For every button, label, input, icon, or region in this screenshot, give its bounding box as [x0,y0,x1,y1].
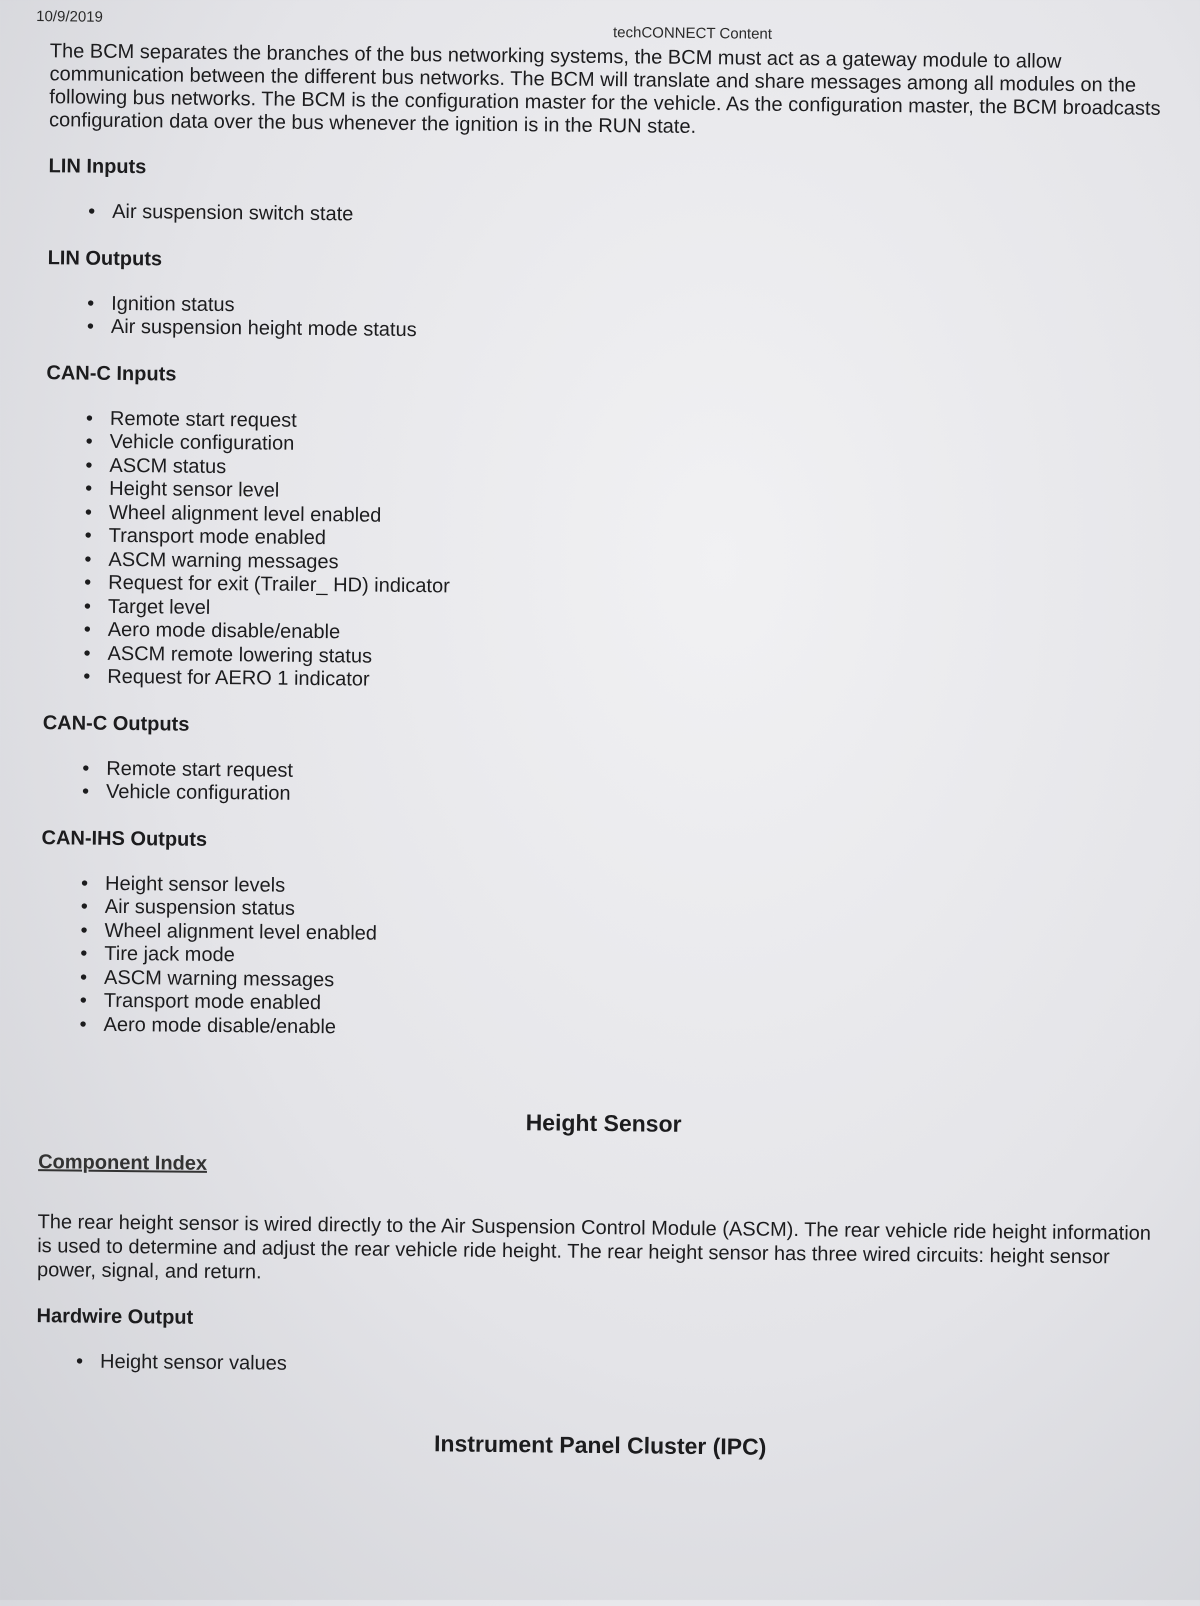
section-heading-can-ihs-outputs: CAN-IHS Outputs [41,826,208,851]
list-item: • Air suspension height mode status [111,316,1177,351]
ipc-section-title: Instrument Panel Cluster (IPC) [433,1429,767,1460]
list-item: • ASCM warning messages [108,548,1174,583]
list-can-c-inputs [43,407,1176,701]
header-date: 10/9/2019 [36,8,103,26]
list-item: • Aero mode disable/enable [108,619,1174,654]
height-sensor-title: Height Sensor [525,1109,682,1137]
list-item: • ASCM remote lowering status [107,642,1173,677]
list-item: • Transport mode enabled [104,990,1170,1025]
section-heading-can-c-outputs: CAN-C Outputs [42,711,190,736]
section-heading-can-c-inputs: CAN-C Inputs [46,361,177,386]
list-can-c-outputs [42,757,1172,816]
list-lin-inputs [48,200,1178,235]
list-can-ihs-outputs [39,872,1171,1048]
list-lin-outputs [47,292,1177,351]
height-sensor-paragraph: The rear height sensor is wired directly to the Air Suspension Control Module (ASCM). The rear vehicle ride height information is used to determine and adjust the rear vehicle ride height. The rear height sensor has three wired circuits: height sensor power, signal, and return. [36,1211,1152,1284]
list-item: • Height sensor values [100,1351,1166,1386]
list-item: • ASCM status [109,454,1175,489]
list-item: • Transport mode enabled [109,525,1175,560]
list-item: • Remote start request [110,407,1176,442]
list-item: • Aero mode disable/enable [103,1013,1169,1048]
intro-paragraph: The BCM separates the branches of the bus networking systems, the BCM must act as a gateway module to allow communication between the different bus networks. The BCM will translate and share messages among all modules on the following bus networks. The BCM is the configuration master for the vehicle. As the configuration master, the BCM broadcasts configuration data over the bus whenever the ignition is in the RUN state. [48,40,1161,138]
document-content [35,40,1180,1464]
list-item: • Request for exit (Trailer_ HD) indicator [108,572,1174,607]
list-item: • Request for AERO 1 indicator [107,666,1173,701]
section-heading-lin-inputs: LIN Inputs [48,155,147,179]
section-heading-hardwire-output: Hardwire Output [36,1305,194,1329]
list-item: • Wheel alignment level enabled [104,919,1170,954]
list-item: • Height sensor level [109,478,1175,513]
list-item: • Air suspension switch state [112,201,1178,236]
list-item: • Vehicle configuration [110,431,1176,466]
list-item: • Remote start request [106,757,1172,792]
list-item: • Ignition status [111,292,1177,327]
component-index-heading: Component Index [38,1151,208,1175]
list-hardwire-output [36,1350,1166,1385]
list-item: • Wheel alignment level enabled [109,501,1175,536]
section-heading-lin-outputs: LIN Outputs [47,246,163,270]
header-title: techCONNECT Content [612,24,773,43]
list-item: • Height sensor levels [105,872,1171,907]
list-item: • Air suspension status [105,896,1171,931]
list-item: • ASCM warning messages [104,966,1170,1001]
list-item: • Tire jack mode [104,943,1170,978]
list-item: • Target level [108,595,1174,630]
list-item: • Vehicle configuration [106,781,1172,816]
